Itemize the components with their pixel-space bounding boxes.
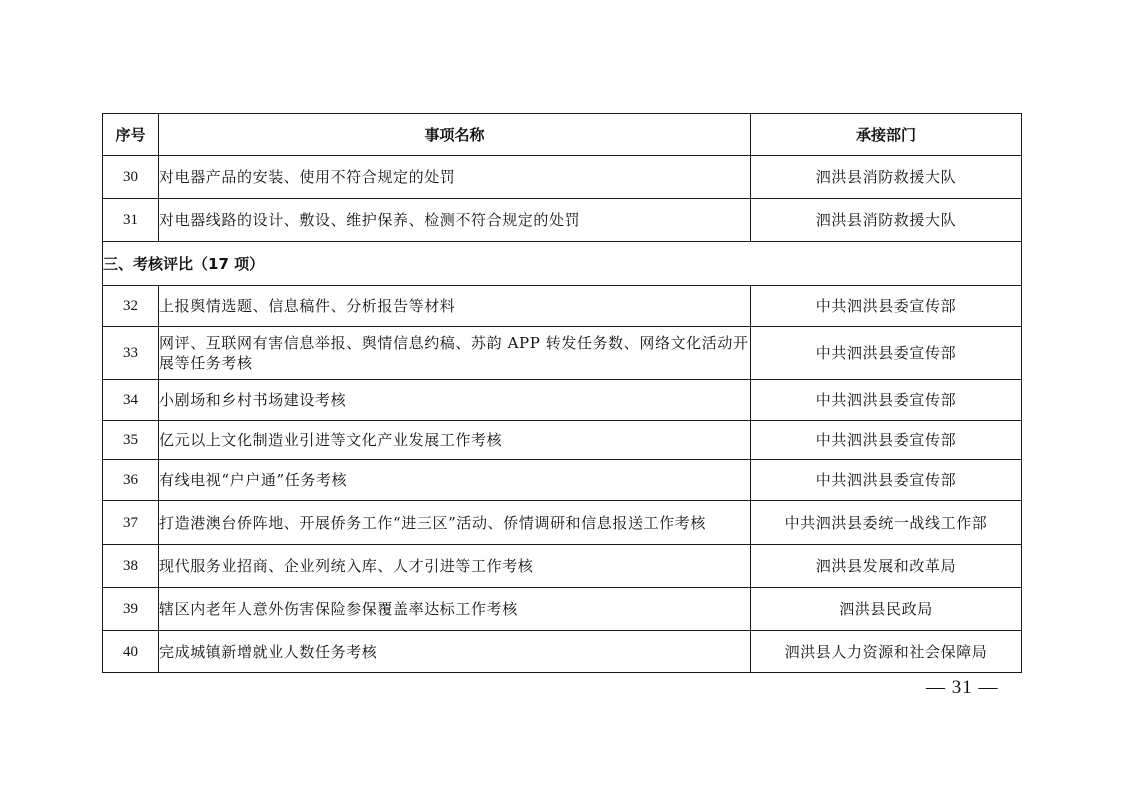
items-table [102, 113, 1022, 673]
row-number: 35 [103, 421, 159, 460]
table-row [103, 501, 1022, 545]
row-department: 泗洪县民政局 [751, 588, 1022, 631]
table-row [103, 460, 1022, 501]
row-number: 36 [103, 460, 159, 501]
rows-after-section [103, 286, 1022, 673]
row-number: 39 [103, 588, 159, 631]
row-department: 中共泗洪县委宣传部 [751, 421, 1022, 460]
row-item-name: 打造港澳台侨阵地、开展侨务工作“进三区”活动、侨情调研和信息报送工作考核 [159, 501, 751, 545]
row-department: 中共泗洪县委宣传部 [751, 327, 1022, 380]
table-row [103, 421, 1022, 460]
row-item-name: 现代服务业招商、企业列统入库、人才引进等工作考核 [159, 545, 751, 588]
row-number: 37 [103, 501, 159, 545]
row-item-name: 对电器产品的安装、使用不符合规定的处罚 [159, 156, 751, 199]
header-item-name: 事项名称 [159, 114, 751, 156]
table-row [103, 327, 1022, 380]
rows-before-section [103, 156, 1022, 242]
row-number: 32 [103, 286, 159, 327]
page-number: — 31 — [926, 677, 999, 698]
row-number: 40 [103, 631, 159, 673]
row-department: 中共泗洪县委宣传部 [751, 380, 1022, 421]
row-item-name: 上报舆情选题、信息稿件、分析报告等材料 [159, 286, 751, 327]
row-department: 中共泗洪县委统一战线工作部 [751, 501, 1022, 545]
row-department: 中共泗洪县委宣传部 [751, 286, 1022, 327]
row-item-name: 小剧场和乡村书场建设考核 [159, 380, 751, 421]
row-number: 31 [103, 199, 159, 242]
row-department: 中共泗洪县委宣传部 [751, 460, 1022, 501]
row-department: 泗洪县人力资源和社会保障局 [751, 631, 1022, 673]
section-block [103, 242, 1022, 286]
table-header-row [103, 114, 1022, 156]
table-row [103, 156, 1022, 199]
row-item-name: 亿元以上文化制造业引进等文化产业发展工作考核 [159, 421, 751, 460]
row-item-name: 网评、互联网有害信息举报、舆情信息约稿、苏韵 APP 转发任务数、网络文化活动开展等任务考核 [159, 327, 751, 380]
row-department: 泗洪县发展和改革局 [751, 545, 1022, 588]
row-number: 33 [103, 327, 159, 380]
row-department: 泗洪县消防救援大队 [751, 156, 1022, 199]
row-item-name: 对电器线路的设计、敷设、维护保养、检测不符合规定的处罚 [159, 199, 751, 242]
section-title: 三、考核评比（17 项） [103, 242, 1022, 286]
row-item-name: 完成城镇新增就业人数任务考核 [159, 631, 751, 673]
row-number: 34 [103, 380, 159, 421]
table-row [103, 545, 1022, 588]
table-row [103, 199, 1022, 242]
row-department: 泗洪县消防救援大队 [751, 199, 1022, 242]
header-department: 承接部门 [751, 114, 1022, 156]
table-row [103, 380, 1022, 421]
row-number: 38 [103, 545, 159, 588]
table-row [103, 588, 1022, 631]
row-item-name: 有线电视“户户通”任务考核 [159, 460, 751, 501]
row-number: 30 [103, 156, 159, 199]
header-number: 序号 [103, 114, 159, 156]
section-row [103, 242, 1022, 286]
row-item-name: 辖区内老年人意外伤害保险参保覆盖率达标工作考核 [159, 588, 751, 631]
table-row [103, 631, 1022, 673]
table-row [103, 286, 1022, 327]
